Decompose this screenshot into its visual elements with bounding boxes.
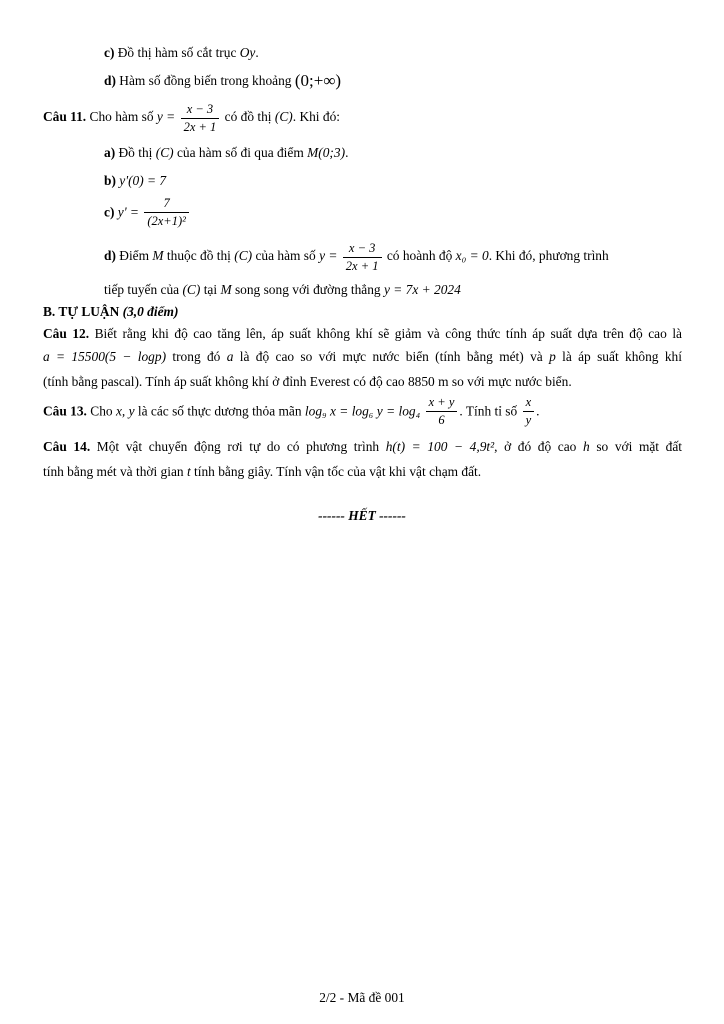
q14-line2-b: tính bằng giây. Tính vận tốc của vật khi vật chạm đất. [194, 464, 482, 479]
q11-intro: Cho hàm số [89, 109, 154, 125]
q11-b-label: b) [104, 173, 116, 188]
q11-d-text5: . Khi đó, phương trình [488, 248, 609, 264]
q11-d-denominator: 2x + 1 [345, 258, 379, 273]
end-mark [0, 509, 724, 522]
q11-d-y: y = [319, 248, 338, 264]
q11-c-fraction [144, 197, 189, 227]
q12-line2-b: là độ cao so với mực nước biển (tính bằng mét) và [239, 349, 543, 364]
q11-c-numerator: 7 [144, 197, 189, 213]
q11-y-eq: y = [156, 109, 176, 125]
q11-d-curve: (C) [234, 248, 253, 264]
q11-a-point: M(0;3) [307, 145, 346, 160]
q11-suffix: có đồ thị [224, 109, 272, 125]
q14-line1 [43, 440, 682, 453]
q14-var-h: h [583, 439, 590, 454]
q11-d-M: M [152, 248, 164, 264]
q11-d-text2: thuộc đồ thị [166, 248, 231, 264]
q14-label: Câu 14. [43, 439, 91, 454]
q14-eq: h(t) = 100 − 4,9t² [385, 439, 495, 454]
page-footer-text: 2/2 - Mã đề 001 [319, 990, 405, 1005]
q11-a-label: a) [104, 145, 116, 160]
q13-end: . [536, 403, 540, 419]
q11-a: a) Đồ thị (C) của hàm số đi qua điểm M(0;3). [104, 145, 349, 160]
q12-line3-b: so với mực nước biển. [451, 374, 572, 389]
q11-label: Câu 11. [43, 109, 87, 125]
q11-d-line2-curve: (C) [182, 282, 201, 297]
q11-d-text3: của hàm số [255, 248, 316, 264]
q13-denominator: 6 [438, 412, 445, 427]
q11-d-text1: Điểm [119, 248, 150, 264]
item-d-label: d) [104, 73, 116, 88]
q11-b-math: y'(0) = 7 [119, 173, 167, 188]
q14-text2: , ở đó độ cao [494, 439, 577, 454]
q12-line2-c: là áp suất không khí [562, 349, 682, 364]
q11-d-line2-M: M [220, 282, 232, 297]
q12-line1-text: Biết rằng khi độ cao tăng lên, áp suất không khí sẽ giảm và công thức tính áp suất dựa trên độ cao là [94, 326, 682, 341]
q12-var-p: p [549, 349, 556, 364]
q11-d-fraction [343, 242, 382, 272]
item-d-math: (0;+∞) [294, 71, 342, 90]
q11-c-label: c) [104, 204, 115, 220]
q11-d-line2-a: tiếp tuyến của [104, 282, 180, 297]
q12-line1 [43, 327, 682, 340]
part-b-title: B. TỰ LUẬN [43, 304, 120, 319]
q13-ratio-denominator: y [525, 412, 532, 427]
q11-denominator: 2x + 1 [183, 119, 217, 134]
q11-numerator: x − 3 [181, 103, 220, 119]
q11-d-line2-eq: y = 7x + 2024 [383, 282, 461, 297]
q12-line2 [43, 350, 682, 363]
q12-line3 [43, 375, 572, 388]
q11-d-x0: x₀ = 0 [455, 248, 489, 264]
end-mark-text: ------ HẾT ------ [318, 508, 406, 523]
q11-c-lhs: y' = [117, 204, 139, 220]
q11-fraction [181, 103, 220, 133]
q13-ratio [523, 396, 535, 426]
q13-text2: là các số thực dương thỏa mãn [137, 403, 302, 419]
item-c-label: c) [104, 45, 115, 60]
item-c-text: Đồ thị hàm số cắt trục [117, 45, 237, 60]
q13-text1: Cho [90, 403, 113, 419]
q14-text3: so với mặt đất [596, 439, 683, 454]
q12-formula: a = 15500(5 − logp) [43, 349, 167, 364]
q14-line2-a: tính bằng mét và thời gian [43, 464, 184, 479]
part-b-points: (3,0 điểm) [122, 304, 179, 319]
q13-label: Câu 13. [43, 403, 87, 419]
q13-fraction [426, 396, 458, 426]
q13-text3: . Tính tỉ số [459, 403, 518, 419]
q12-var-a: a [226, 349, 234, 364]
item-d [104, 72, 341, 89]
q11-b [104, 174, 166, 187]
q11-d-label: d) [104, 248, 116, 264]
item-d-text: Hàm số đồng biến trong khoảng [119, 73, 292, 88]
q13-vars: x, y [115, 403, 135, 419]
q11-a-text2: của hàm số đi qua điểm [176, 145, 304, 160]
q14-line2 [43, 465, 481, 478]
q11-d [104, 242, 609, 272]
q14-var-t: t [186, 464, 191, 479]
q12-line3-a: (tính bằng pascal). Tính áp suất không khí ở đỉnh Everest có độ cao [43, 374, 405, 389]
q12-label: Câu 12. [43, 326, 90, 341]
q12-height: 8850 m [407, 374, 449, 389]
q13-ratio-numerator: x [523, 396, 535, 412]
q11-c [104, 197, 191, 227]
q13 [43, 396, 539, 426]
part-b-heading [43, 305, 178, 318]
q12-line2-a: trong đó [172, 349, 221, 364]
q11-d-line2 [104, 283, 461, 296]
q11-header [43, 103, 340, 133]
q11-d-text4: có hoành độ [386, 248, 453, 264]
q11-d-line2-c: song song với đường thẳng [234, 282, 381, 297]
q11-d-line2-b: tại [203, 282, 218, 297]
page-footer [0, 991, 724, 1004]
q11-a-text1: Đồ thị [118, 145, 153, 160]
q11-c-denominator: (2x+1)² [147, 213, 186, 228]
q11-a-curve: (C) [155, 145, 174, 160]
q11-suffix2: . Khi đó: [292, 109, 340, 125]
q13-numerator: x + y [426, 396, 458, 412]
q11-curve: (C) [274, 109, 293, 125]
item-c: c) Đồ thị hàm số cắt trục Oy. [104, 45, 259, 60]
q13-eq-left: log₉ x = log₆ y = log₄ [304, 403, 421, 419]
q14-text1: Một vật chuyển động rơi tự do có phương trình [96, 439, 380, 454]
item-c-math: Oy [239, 45, 256, 60]
q11-d-numerator: x − 3 [343, 242, 382, 258]
